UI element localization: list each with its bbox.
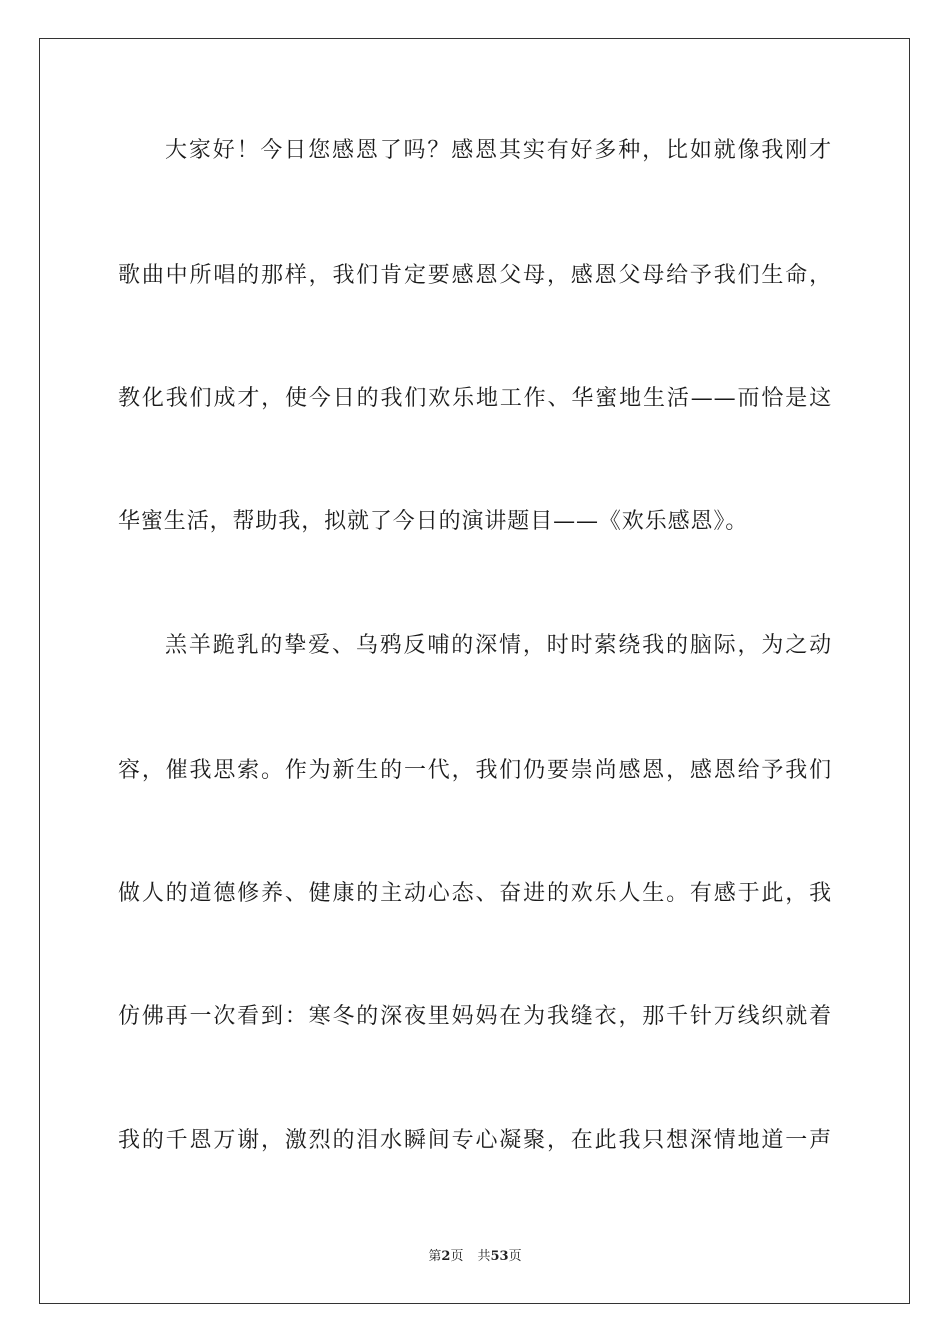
paragraph-2-line-2: 容，催我思索。作为新生的一代，我们仍要崇尚感恩，感恩给予我们 [118, 758, 832, 783]
page-number-suffix: 页 [450, 1249, 464, 1264]
total-pages-suffix: 页 [508, 1249, 522, 1264]
current-page-number: 2 [441, 1249, 451, 1264]
paragraph-2-line-3: 做人的道德修养、健康的主动心态、奋进的欢乐人生。有感于此，我 [118, 881, 832, 906]
total-pages-prefix: 共 [477, 1249, 491, 1264]
page-border [39, 38, 910, 1304]
paragraph-2-line-5: 我的千恩万谢，激烈的泪水瞬间专心凝聚，在此我只想深情地道一声 [118, 1128, 832, 1153]
paragraph-1-line-2: 歌曲中所唱的那样，我们肯定要感恩父母，感恩父母给予我们生命， [118, 263, 832, 288]
page-footer [0, 1248, 950, 1266]
paragraph-2-line-1: 羔羊跪乳的挚爱、乌鸦反哺的深情，时时萦绕我的脑际，为之动 [165, 633, 832, 658]
paragraph-2-line-4: 仿佛再一次看到：寒冬的深夜里妈妈在为我缝衣，那千针万线织就着 [118, 1004, 832, 1029]
total-pages-number: 53 [490, 1249, 509, 1264]
page-number-prefix: 第 [428, 1249, 442, 1264]
paragraph-1-line-4: 华蜜生活，帮助我，拟就了今日的演讲题目——《欢乐感恩》。 [118, 509, 749, 534]
paragraph-1-line-1: 大家好！今日您感恩了吗？感恩其实有好多种，比如就像我刚才 [165, 138, 832, 163]
paragraph-1-line-3: 教化我们成才，使今日的我们欢乐地工作、华蜜地生活——而恰是这 [118, 386, 832, 411]
